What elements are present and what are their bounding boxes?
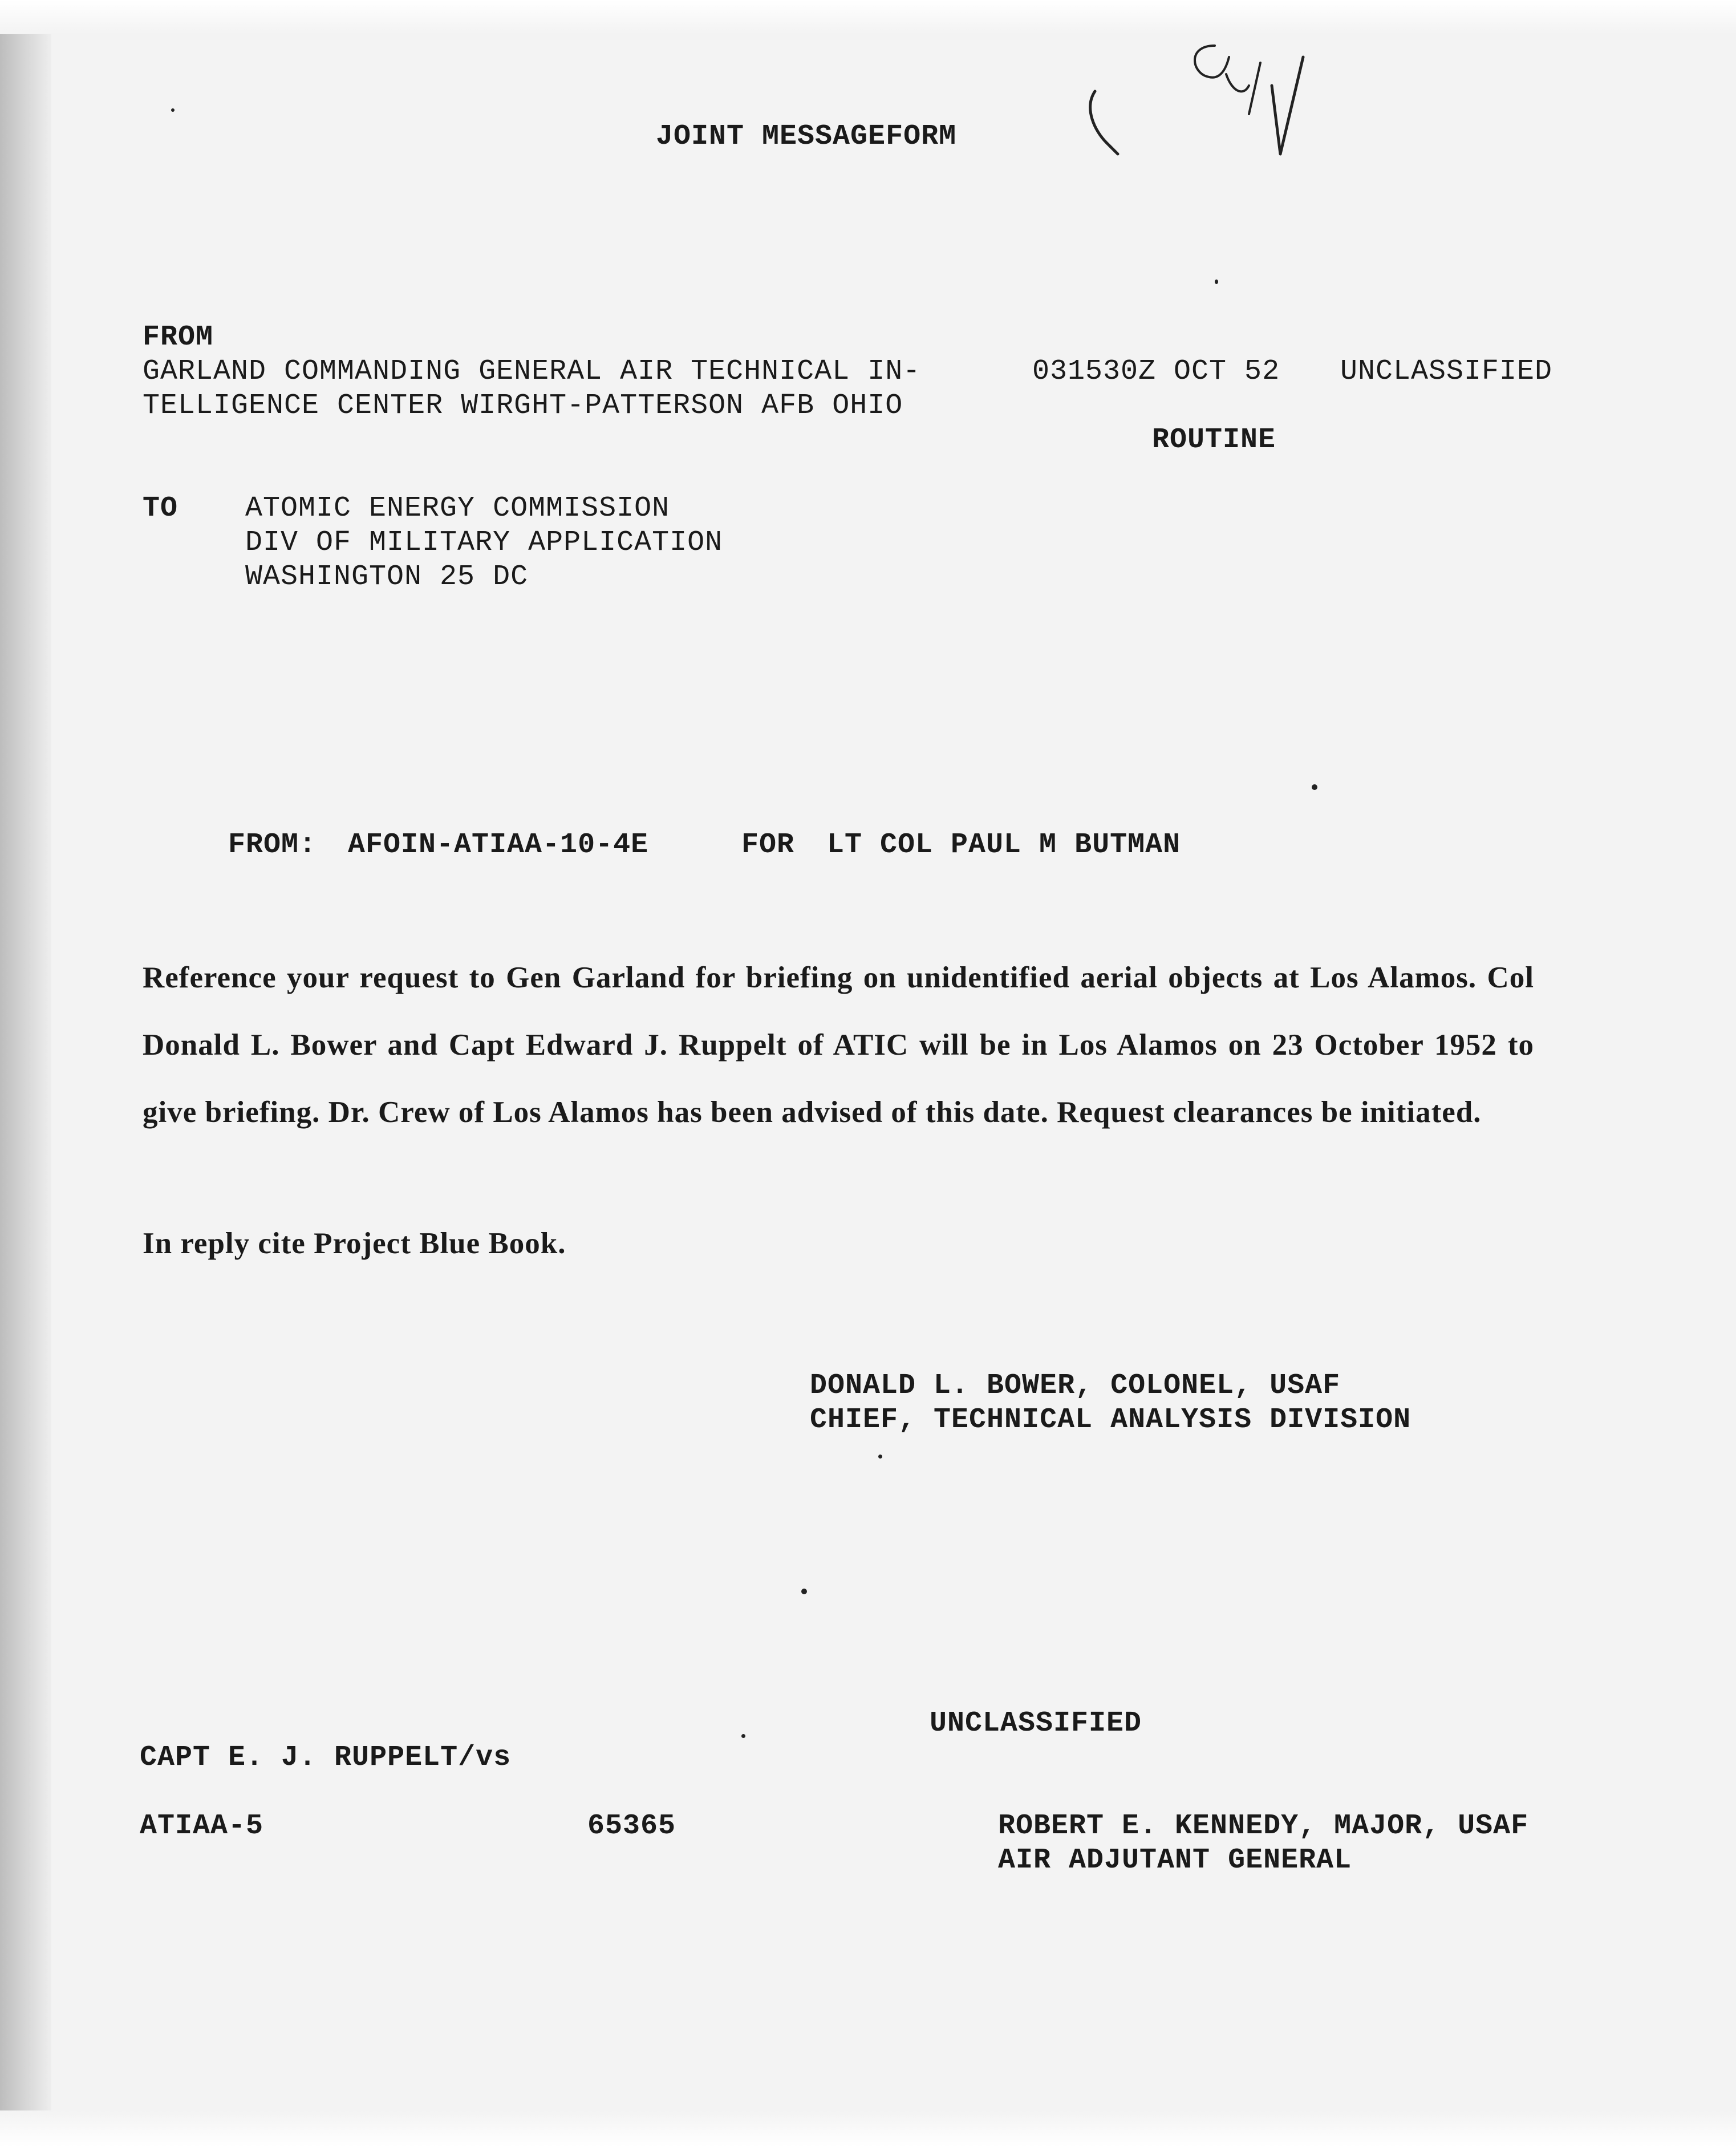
from-line-2: TELLIGENCE CENTER WIRGHT-PATTERSON AFB OHIO xyxy=(143,390,903,422)
scan-left-edge xyxy=(0,0,51,2147)
signature-1-name: DONALD L. BOWER, COLONEL, USAF xyxy=(810,1370,1341,1402)
scan-speck xyxy=(878,1455,882,1459)
scan-top-edge xyxy=(0,0,1736,34)
phone-extension: 65365 xyxy=(587,1810,676,1842)
for-recipient: LT COL PAUL M BUTMAN xyxy=(827,829,1181,861)
scan-speck xyxy=(171,108,175,112)
form-title: JOINT MESSAGEFORM xyxy=(656,120,957,153)
classification-top: UNCLASSIFIED xyxy=(1340,355,1553,388)
message-paragraph: Reference your request to Gen Garland for briefing on unidentified aerial objects at Los Alamos. Col Donald L. Bower and Capt Edward J. Ruppelt of ATIC will be in Los Alamos on 23 October 1952 to give briefing. Dr. Crew of Los Alamos has been advised of this date. Request clearances be initiated. xyxy=(143,961,1534,1129)
scan-speck xyxy=(1312,784,1317,790)
scan-speck xyxy=(741,1734,745,1738)
precedence: ROUTINE xyxy=(1152,424,1276,456)
signature-1-title: CHIEF, TECHNICAL ANALYSIS DIVISION xyxy=(810,1404,1411,1436)
handwritten-mark xyxy=(1072,23,1323,160)
to-line-2: DIV OF MILITARY APPLICATION xyxy=(245,526,723,559)
drafter-line: CAPT E. J. RUPPELT/vs xyxy=(140,1741,512,1774)
to-line-3: WASHINGTON 25 DC xyxy=(245,561,529,593)
signature-2-title: AIR ADJUTANT GENERAL xyxy=(998,1844,1352,1877)
to-line-1: ATOMIC ENERGY COMMISSION xyxy=(245,492,670,525)
message-body xyxy=(143,944,1534,1146)
from-line-1: GARLAND COMMANDING GENERAL AIR TECHNICAL IN- xyxy=(143,355,921,388)
date-time-group: 031530Z OCT 52 xyxy=(1032,355,1280,388)
scan-bottom-edge xyxy=(0,2110,1736,2147)
signature-2-name: ROBERT E. KENNEDY, MAJOR, USAF xyxy=(998,1810,1529,1842)
reply-cite-line: In reply cite Project Blue Book. xyxy=(143,1227,566,1260)
scan-speck xyxy=(1215,279,1218,284)
from-label: FROM xyxy=(143,321,214,354)
for-label: FOR xyxy=(741,829,795,861)
sub-from-label: FROM: xyxy=(228,829,317,861)
scan-speck xyxy=(801,1589,807,1594)
to-label: TO xyxy=(143,492,179,525)
classification-bottom: UNCLASSIFIED xyxy=(930,1707,1142,1740)
office-symbol: ATIAA-5 xyxy=(140,1810,264,1842)
sub-from-code: AFOIN-ATIAA-10-4E xyxy=(348,829,649,861)
